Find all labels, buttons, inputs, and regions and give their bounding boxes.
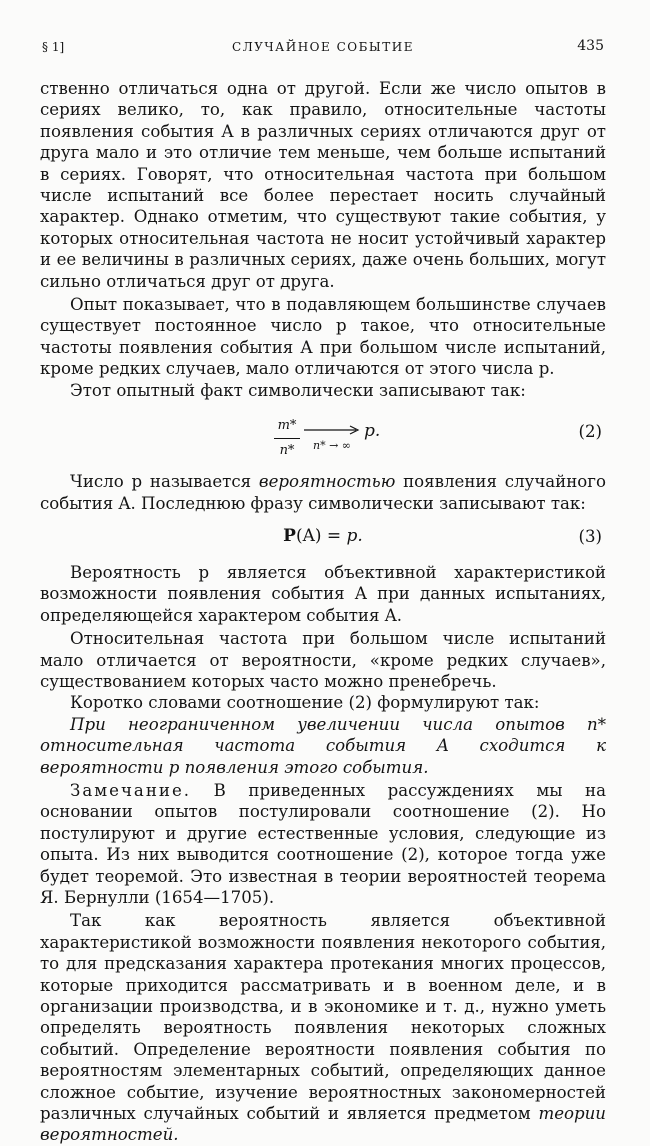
arrow-icon (304, 425, 360, 435)
limit-value: p. (364, 421, 381, 442)
remark-label: Замечание. (70, 780, 192, 800)
paragraph-experience: Опыт показывает, что в подавляющем большинстве случаев существует постоянное число p такое, что относительные частоты появления события A при большом числе испытаний, кроме редких случаев, мало отличаются от этого числа p. (40, 295, 606, 379)
probability-value: = p. (321, 525, 363, 546)
probability-expression (40, 526, 606, 547)
definition-text-a: Число p называется (70, 472, 259, 492)
theory-term: теории вероятностей. (40, 1104, 606, 1145)
paragraph-objective: Вероятность p является объективной характеристикой возможности появления события A при данных испытаниях, определяющейся характером события A. (40, 562, 606, 625)
running-header (40, 36, 606, 58)
remark-text: В приведенных рассуждениях мы на основании опытов постулировали соотношение (2). Но постулируют и другие естественные условия, следующие из опыта. Из них выводится соотношение (2), которое тогда уже будет теоремой. Это известная в теории вероятностей теорема Я. Бернулли (1654—1705). (40, 780, 606, 907)
section-marker: § 1] (42, 40, 65, 54)
page-number: 435 (577, 38, 604, 54)
relative-frequency-fraction (274, 415, 300, 461)
equation-number-3: (3) (578, 526, 602, 546)
definition-term: вероятностью (258, 472, 396, 492)
paragraph-symbolic-intro: Этот опытный факт символически записывают так: (70, 380, 526, 400)
theory-text: Так как вероятность является объективной характеристикой возможности появления некоторого события, то для предсказания характера протекания многих процессов, которые приходится рассматривать и в военном деле, и в организации производства, и в экономике и т. д., нужно уметь определять вероятность появления некоторых сложных событий. Определение вероятности появления события по вероятностям элементарных событий, определяющих данное сложное событие, изучение вероятностных закономерностей различных случайных событий и является предметом (40, 911, 606, 1124)
convergence-arrow (304, 425, 360, 456)
fraction-numerator: m* (274, 415, 300, 438)
paragraph-probability-theory (40, 910, 606, 1145)
chapter-title: СЛУЧАЙНОЕ СОБЫТИЕ (232, 40, 414, 54)
paragraph-short-formulation: Коротко словами соотношение (2) формулируют так: (70, 693, 540, 713)
limit-subscript: n* → ∞ (313, 439, 351, 453)
probability-symbol: P (283, 525, 296, 546)
paragraph-relative-frequency: Относительная частота при большом числе испытаний мало отличается от вероятности, «кроме редких случаев», существованием которых часто можно пренебречь. (40, 629, 606, 691)
book-page (40, 36, 606, 1146)
probability-argument: (A) (295, 525, 322, 546)
statement-italic: При неограниченном увеличении числа опытов n* относительная частота события A сходится к вероятности p появления этого события. (40, 714, 606, 777)
formula-3 (40, 520, 606, 560)
definition-text-b: появления случайного события A. Последнюю фразу символически записывают так: (40, 472, 606, 513)
paragraph-statement (40, 714, 606, 778)
paragraph-remark (40, 780, 606, 908)
body-text (40, 78, 606, 1146)
fraction-denominator: n* (279, 442, 295, 458)
paragraph-continuation: ственно отличаться одна от другой. Если же число опытов в сериях велико, то, как правило, относительные частоты появления события A в различных сериях отличаются друг от друга мало и это отличие тем меньше, чем больше испытаний в сериях. Говорят, что относительная частота при большом числе испытаний все более перестает носить случайный характер. Однако отметим, что существуют такие события, у которых относительная частота не носит устойчивый характер и ее величины в различных сериях, даже очень больших, могут сильно отличаться друг от друга. (40, 79, 606, 291)
formula-2 (40, 409, 606, 469)
equation-number-2: (2) (578, 422, 602, 442)
paragraph-probability-definition (40, 471, 606, 514)
